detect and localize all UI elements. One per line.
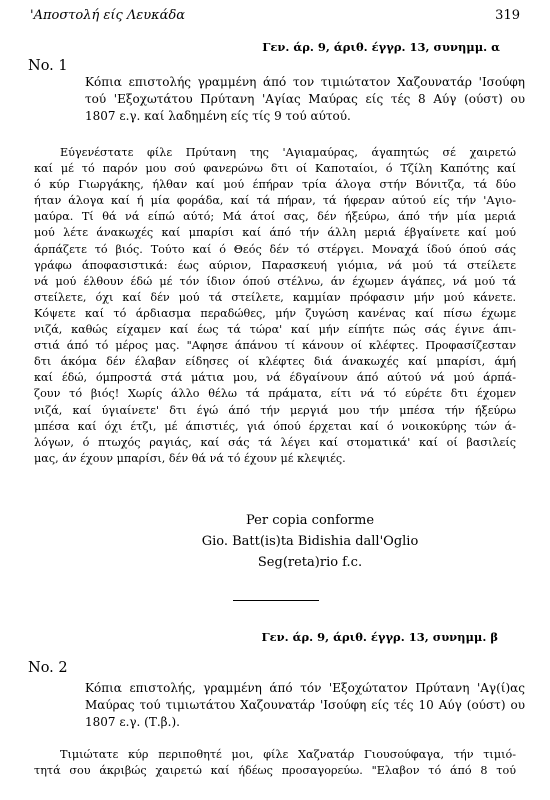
body-line: μού λέτε άνακωχές καί μπαρίσι καί άπό τήν άλλη μεριά έβγαίνετε καί μού <box>34 226 516 240</box>
body-line: καί μέ τό παρόν μου σού φανερώνω δτι οί Καποταίοι, ό Τζίλη Καπότης καί <box>34 162 516 176</box>
body-line: μπέσα καί όχι έτζι, μέ άπιστιές, γιά όπού έρχεται καί ό νοικοκύρης τών ά- <box>34 419 516 433</box>
letter-1-archive-reference: Γεν. άρ. 9, άριθ. έγγρ. 13, συνημμ. α <box>262 40 500 54</box>
letter-1-signature-block <box>160 510 460 573</box>
running-head <box>30 8 520 26</box>
letter-2-body <box>34 747 516 779</box>
letter-2-archive-reference: Γεν. άρ. 9, άριθ. έγγρ. 13, συνημμ. β <box>261 630 498 644</box>
body-line: στείλετε, όχι καί δέν μού τά στείλετε, καμμίαν πρόφασιν μήν μού κάνετε. <box>34 290 516 304</box>
letter-1-number: No. 1 <box>28 58 68 74</box>
signature-line: Per copia conforme <box>245 513 375 528</box>
body-line: μαύρα. Τί θά νά είπώ αύτό; Μά άτοί σας, δέν ήξεύρω, άπό τήν μία μεριά <box>34 210 516 224</box>
heading-line: τού 'Εξοχωτάτου Πρύτανη 'Αγίας Μαύρας είς τές 8 Αύγ (ούστ) ου <box>85 92 525 106</box>
body-line: Εύγενέστατε φίλε Πρύτανη της 'Αγιαμαύρας, άγαπητώς σέ χαιρετώ <box>60 146 516 159</box>
body-line: άρπάζετε τό βιός. Τούτο καί ό Θεός δέν τό στέργει. Μοναχά ίδού όπού σάς <box>34 242 516 256</box>
letter-2-number: No. 2 <box>28 660 68 676</box>
body-line: νά μού έλθουν έδώ μέ τόν ίδιον όπού στέλνω, άν έχωμεν άγάπες, νά μού τά <box>34 274 516 288</box>
body-line: νιζά, καθώς είχαμεν καί έως τά τώρα' καί μήν είπήτε πώς σάς έγινε άπι- <box>34 323 516 337</box>
letter-2-heading <box>85 680 525 731</box>
body-line: νιζά, καί ύγιαίνετε' δτι έγώ άπό τήν μεργιά μου τήν μπέσα τήν ήξεύρω <box>34 403 516 417</box>
heading-line: 1807 ε.γ. (Τ.β.). <box>85 715 180 729</box>
body-line: ό κύρ Γιωργάκης, ήλθαν καί μού έπήραν τρία άλογα στήν Βόνιτζα, τά δύο <box>34 178 516 192</box>
body-line: ζουν τό βιός! Χωρίς άλλο θέλω τά πράματα, είτι νά τό εύρέτε δτι έχομεν <box>34 387 516 401</box>
heading-line: Κόπια επιστολής, γραμμένη άπό τόν 'Εξοχώτατον Πρύτανη 'Αγ(ί)ας <box>85 681 525 695</box>
page-number: 319 <box>495 8 520 23</box>
signature-line: Seg(reta)rio f.c. <box>257 555 363 570</box>
body-line: γράφω άποφασιστικά: έως αύριον, Παρασκευή γιόμια, νά μού τά στείλετε <box>34 258 516 272</box>
letter-1-heading <box>85 74 525 125</box>
body-line: στιά άπό τό μέρος μας. "Αφησε άπάνου τί κάνουν οί κλέφτες. Προφασίζεσταν <box>34 339 516 353</box>
body-line: τητά σου άκριβώς χαιρετώ καί ήδέως προσαγορεύω. "Ελαβον τό άπό 8 τού <box>34 764 516 778</box>
heading-line: Κόπια επιστολής γραμμένη άπό τον τιμιώτατον Χαζουνατάρ 'Ισούφη <box>85 75 525 89</box>
body-line: Κόψετε καί τό άρδιασμα περαδώθες, μήν ζυγώση κανένας καί πίσω έχωμε <box>34 306 516 320</box>
signature-line: Gio. Batt(is)ta Bidishia dall'Oglio <box>201 534 419 549</box>
body-line: ήταν άλογα καί ή μία φοράδα, καί τά πήραν, τά ήφεραν αύτού είς τήν 'Αγιο- <box>34 194 516 208</box>
heading-line: Μαύρας τού τιμιωτάτου Χαζουνατάρ 'Ισούφη είς τές 10 Αύγ (ούστ) ου <box>85 698 525 712</box>
section-divider <box>233 600 319 601</box>
body-line: μας, άν έχουν μπαρίσι, δέν θά νά τό έχουν μέ κλεψιές. <box>34 451 346 465</box>
running-title: 'Αποστολή είς Λευκάδα <box>30 8 186 23</box>
letter-1-body <box>34 145 516 467</box>
heading-line: 1807 ε.γ. καί λαδημένη είς τίς 9 τού αύτού. <box>85 109 351 123</box>
body-line: καί έδώ, όμπροστά στά μάτια μου, νά έδγαίνουν άπό αύτού νά μού άρπά- <box>34 371 516 385</box>
body-line: δτι άκόμα δέν έλαβαν είδησες οί κλέφτες διά άνακωχές καί μπαρίσι, άμή <box>34 355 516 369</box>
body-line: Τιμιώτατε κύρ περιποθητέ μοι, φίλε Χαζνατάρ Γιουσούφαγα, τήν τιμιό- <box>60 748 516 761</box>
body-line: λόγων, ό πτωχός ραγιάς, καί σάς τά λέγει καί στοματικά' καί οί βασιλείς <box>34 435 516 449</box>
